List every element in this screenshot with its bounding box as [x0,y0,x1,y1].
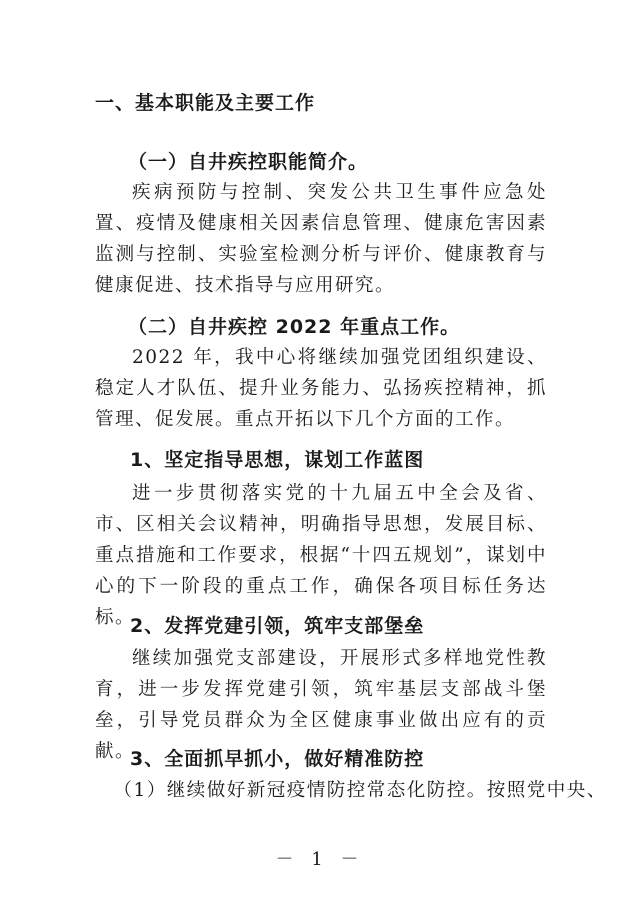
item-title-2: 2、发挥党建引领，筑牢支部堡垒 [130,615,425,637]
section-title: 一、基本职能及主要工作 [95,92,316,114]
subsection-title-2: （二）自井疾控 2022 年重点工作。 [128,316,461,338]
subsection-body-2: 2022 年，我中心将继续加强党团组织建设、稳定人才队伍、提升业务能力、弘扬疾控精神，抓管理、促发展。重点开拓以下几个方面的工作。 [95,347,547,430]
page-number: － 1 － [275,849,365,870]
subsection-title-1: （一）自井疾控职能简介。 [128,151,369,173]
item-body-3: （1）继续做好新冠疫情防控常态化防控。按照党中央、 [113,780,607,801]
item-body-2: 继续加强党支部建设，开展形式多样地党性教育，进一步发挥党建引领，筑牢基层支部战斗堡垒，引导党员群众为全区健康事业做出应有的贡献。 [95,648,547,762]
item-title-1: 1、坚定指导思想，谋划工作蓝图 [130,449,425,471]
item-body-1: 进一步贯彻落实党的十九届五中全会及省、市、区相关会议精神，明确指导思想，发展目标、重点措施和工作要求，根据“十四五规划”，谋划中心的下一阶段的重点工作，确保各项目标任务达标。 [95,483,547,628]
subsection-body-1: 疾病预防与控制、突发公共卫生事件应急处置、疫情及健康相关因素信息管理、健康危害因素监测与控制、实验室检测分析与评价、健康教育与健康促进、技术指导与应用研究。 [95,182,547,296]
item-title-3: 3、全面抓早抓小，做好精准防控 [130,748,425,770]
